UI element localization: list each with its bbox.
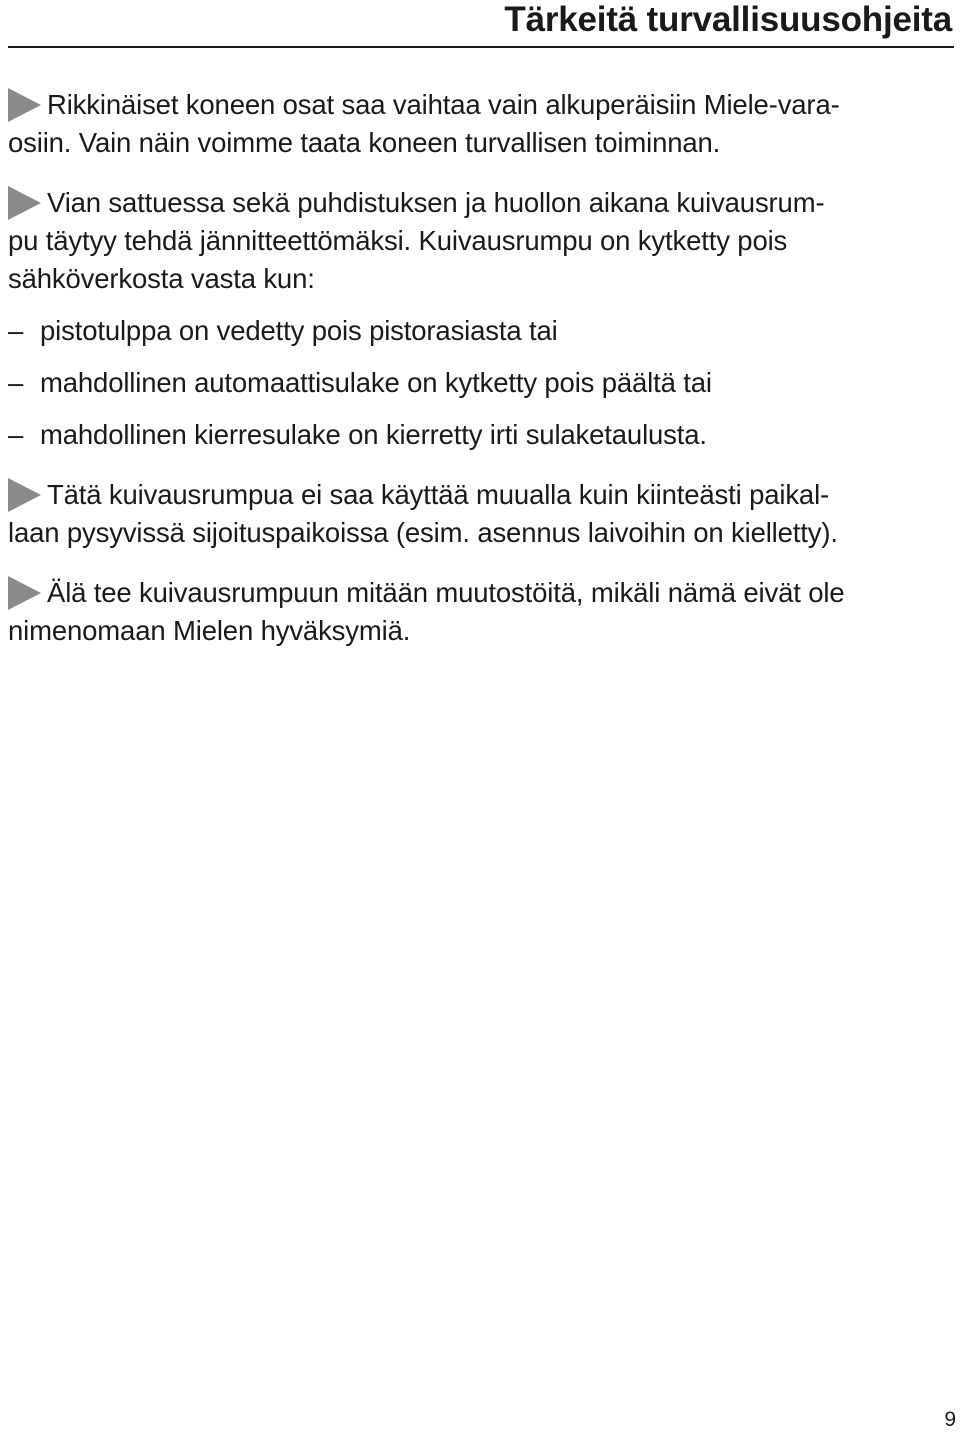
dash-bullet: – — [8, 419, 24, 450]
safety-instructions — [8, 86, 956, 650]
paragraph-line: osiin. Vain näin voimme taata koneen turvallisen toiminnan. — [8, 127, 721, 158]
instruction-paragraph-4 — [8, 574, 956, 650]
instruction-paragraph-1 — [8, 86, 956, 162]
paragraph-line: nimenomaan Mielen hyväksymiä. — [8, 615, 411, 646]
dash-bullet: – — [8, 315, 24, 346]
paragraph-line: Tätä kuivausrumpua ei saa käyttää muualla kuin kiinteästi paikal- — [8, 476, 956, 514]
instruction-paragraph-3 — [8, 476, 956, 552]
play-arrow-icon — [8, 88, 41, 122]
page-number: 9 — [944, 1408, 956, 1431]
list-item: – mahdollinen automaattisulake on kytketty pois päältä tai — [8, 364, 956, 402]
play-arrow-icon — [8, 478, 41, 512]
paragraph-line: pu täytyy tehdä jännitteettömäksi. Kuivausrumpu on kytketty pois — [8, 225, 788, 256]
paragraph-line: Vian sattuessa sekä puhdistuksen ja huollon aikana kuivausrum- — [8, 184, 956, 222]
play-arrow-icon — [8, 186, 41, 220]
paragraph-line: Älä tee kuivausrumpuun mitään muutostöitä, mikäli nämä eivät ole — [8, 574, 956, 612]
list-item: – pistotulppa on vedetty pois pistorasiasta tai — [8, 312, 956, 350]
dash-bullet: – — [8, 367, 24, 398]
instruction-paragraph-2 — [8, 184, 956, 454]
paragraph-line: laan pysyvissä sijoituspaikoissa (esim. asennus laivoihin on kielletty). — [8, 517, 838, 548]
paragraph-line: sähköverkosta vasta kun: — [8, 263, 315, 294]
list-item: – mahdollinen kierresulake on kierretty irti sulaketaulusta. — [8, 416, 956, 454]
paragraph-line: Rikkinäiset koneen osat saa vaihtaa vain alkuperäisiin Miele-vara- — [8, 86, 956, 124]
page-title: Tärkeitä turvallisuusohjeita — [504, 0, 952, 39]
header-divider — [8, 46, 954, 48]
play-arrow-icon — [8, 576, 41, 610]
